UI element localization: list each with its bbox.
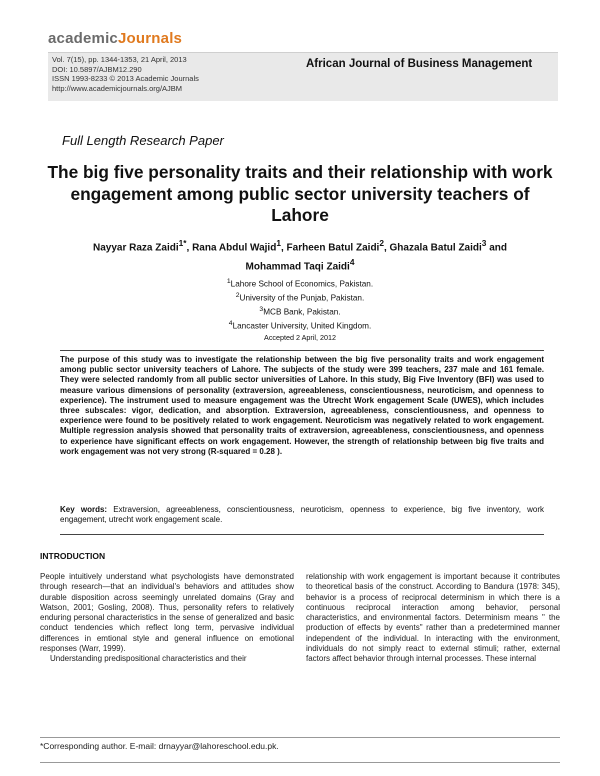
- meta-issn: ISSN 1993-8233 © 2013 Academic Journals: [52, 74, 199, 84]
- meta-url[interactable]: http://www.academicjournals.org/AJBM: [52, 83, 183, 93]
- abstract-top-rule: [60, 350, 544, 351]
- affiliations: [40, 276, 560, 332]
- keywords-label: Key words:: [60, 505, 108, 514]
- keywords-text: Extraversion, agreeableness, conscientiousness, neuroticism, openness to experience, big five inventory, work engagement, utrecht work engagement scale.: [60, 505, 544, 524]
- author-separator: ,: [383, 242, 390, 254]
- meta-doi: DOI: 10.5897/AJBM12.290: [52, 64, 142, 74]
- paragraph: Understanding predispositional characteristics and their: [50, 654, 247, 664]
- left-column: [40, 572, 294, 665]
- logo-prefix: academic: [48, 30, 118, 47]
- right-column: [306, 572, 560, 665]
- author-name: Nayyar Raza Zaidi: [93, 242, 179, 254]
- author-list: [40, 236, 560, 275]
- affiliation: $^2$University of the Punjab, Pakistan.: [235, 291, 365, 303]
- footnote-rule: [40, 737, 560, 738]
- author-sup: 1: [276, 238, 281, 248]
- affiliation: $^4$Lancaster University, United Kingdom.: [228, 319, 372, 331]
- corresponding-author: *Corresponding author. E-mail: drnayyar@lahoreschool.edu.pk.: [40, 741, 279, 751]
- keywords: [60, 505, 544, 525]
- paragraph: People intuitively understand what psychologists have demonstrated through research—that an individual's behaviors and attitudes show durable disposition across seemingly unrelated domains (Gray and Watson, 2001; Gosling, 2008). Thus, personality refers to relatively enduring personal characteristics in the sense of generalized and basic conduct tendencies which reflect long term, pervasive individual differences in emtional style and general influence on emotional responses (Warr, 1999).: [40, 572, 294, 654]
- footer-rule: [40, 762, 560, 763]
- paper-title: The big five personality traits and their relationship with work engagement among public sector university teachers of Lahore: [47, 162, 553, 225]
- meta-volume: Vol. 7(15), pp. 1344-1353, 21 April, 2013: [52, 55, 187, 64]
- author-sup: 1*: [178, 238, 187, 248]
- logo-suffix: Journals: [117, 30, 183, 47]
- paragraph: relationship with work engagement is important because it contributes to theoretical basis of the construct. According to Bandura (1978: 345), behavior is a process of reciprocal determinism in which there is a continuous reciprocal interaction among behavior, personal characteristics, and environmental factors. Determinism means " the production of effects by events" rather than a predetermined manner independent of the individual. In interacting with the environment, individuals do not simply react to external stimuli; rather, external factors affect behavior through internal processes. These internal: [306, 572, 560, 664]
- author-name: Mohammad Taqi Zaidi: [245, 261, 350, 273]
- author-sup: 3: [481, 238, 487, 248]
- author-name: Farheen Batul Zaidi: [286, 242, 380, 254]
- author-sup: 4: [349, 257, 355, 268]
- paper-type: Full Length Research Paper: [62, 133, 224, 148]
- author-name: Ghazala Batul Zaidi: [389, 242, 482, 254]
- accepted-date: Accepted 2 April, 2012: [264, 333, 336, 342]
- section-heading: INTRODUCTION: [40, 551, 106, 561]
- author-separator: and: [486, 242, 507, 254]
- author-sup: 2: [379, 238, 384, 248]
- affiliation: $^1$Lahore School of Economics, Pakistan.: [226, 278, 374, 289]
- author-separator: ,: [280, 242, 287, 254]
- author-name: Rana Abdul Wajid: [192, 242, 277, 254]
- author-separator: ,: [186, 242, 193, 254]
- abstract-bottom-rule: [60, 534, 544, 535]
- journal-name: African Journal of Business Management: [306, 58, 533, 70]
- publisher-logo: [48, 30, 182, 47]
- journal-meta: [52, 55, 199, 93]
- affiliation: $^3$MCB Bank, Pakistan.: [259, 305, 341, 317]
- abstract: The purpose of this study was to investigate the relationship between the big five personality traits and work engagement among public sector university teachers of Lahore. The subjects of the study were 399 teachers, 237 male and 161 female. They were selected randomly from all public sector universities of Lahore. In this study, Big Five Inventory (BFI) was used to measure various dimensions of personality (extraversion, agreeableness, conscientiousness, neuroticism, and openness to experience). The instrument used to measure engagement was the Utrecht Work engagement Scale (UWES), which includes three subscales: vigor, dedication, and absorption. Extraversion, agreeableness, conscientiousness, and openness to experience were found to be positively related to work engagement. Neuroticism was negatively related to work engagement. Multiple regression analysis showed that personality traits of extraversion, agreeableness, conscientiousness, and openness to experience have significant effects on work engagement. However, the strength of relationship between big five traits and work engagement was not very strong (R-squared = 0.28 ).: [60, 355, 544, 456]
